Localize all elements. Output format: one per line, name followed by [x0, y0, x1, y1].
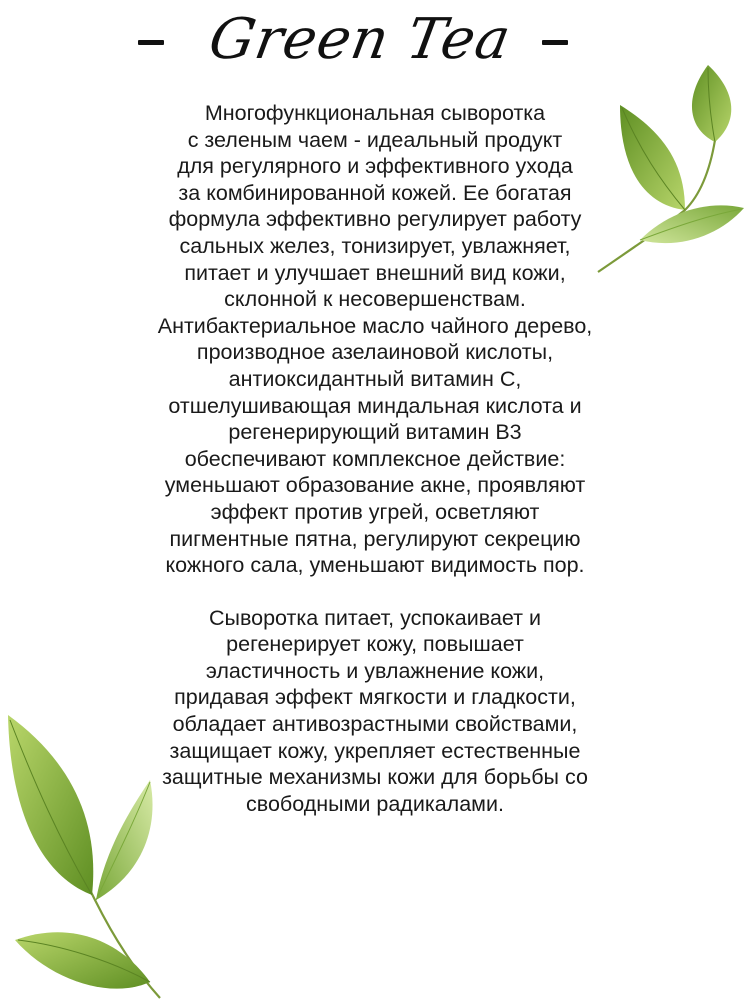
- text-line: за комбинированной кожей. Ее богатая: [178, 180, 572, 205]
- text-line: антиоксидантный витамин С,: [228, 366, 522, 391]
- text-line: придавая эффект мягкости и гладкости,: [174, 685, 576, 710]
- text-line: производное азелаиновой кислоты,: [196, 340, 554, 365]
- tea-leaf-bottom-icon: [0, 700, 190, 1000]
- text-line: свободными радикалами.: [246, 791, 504, 816]
- text-line: с зеленым чаем - идеальный продукт: [187, 127, 563, 152]
- text-line: пигментные пятна, регулируют секрецию: [169, 526, 581, 551]
- description-paragraph-1: [80, 100, 670, 579]
- text-line: обладает антивозрастными свойствами,: [172, 712, 578, 737]
- text-line: регенерирует кожу, повышает: [226, 632, 524, 657]
- text-line: кожного сала, уменьшают видимость пор.: [165, 553, 585, 578]
- page-title: Green Tea: [204, 7, 516, 72]
- text-line: Сыворотка питает, успокаивает и: [208, 605, 541, 630]
- text-line: сальных желез, тонизирует, увлажняет,: [179, 233, 571, 258]
- text-line: регенерирующий витамин В3: [228, 420, 522, 445]
- title-right-dash: [542, 40, 568, 45]
- text-line: защищает кожу, укрепляет естественные: [169, 738, 581, 763]
- text-line: для регулярного и эффективного ухода: [177, 154, 573, 179]
- text-line: уменьшают образование акне, проявляют: [164, 473, 586, 498]
- text-line: питает и улучшает внешний вид кожи,: [184, 260, 566, 285]
- text-line: склонной к несовершенствам.: [224, 287, 526, 312]
- text-line: эффект против угрей, осветляют: [210, 499, 540, 524]
- text-line: эластичность и увлажнение кожи,: [205, 658, 545, 683]
- text-line: отшелушивающая миндальная кислота и: [168, 393, 582, 418]
- title-left-dash: [138, 40, 164, 45]
- text-line: Антибактериальное масло чайного дерево,: [157, 313, 593, 338]
- text-line: обеспечивают комплексное действие:: [184, 446, 566, 471]
- text-line: формула эффективно регулирует работу: [168, 207, 582, 232]
- text-line: защитные механизмы кожи для борьбы со: [162, 765, 588, 790]
- text-line: Многофункциональная сыворотка: [204, 101, 546, 125]
